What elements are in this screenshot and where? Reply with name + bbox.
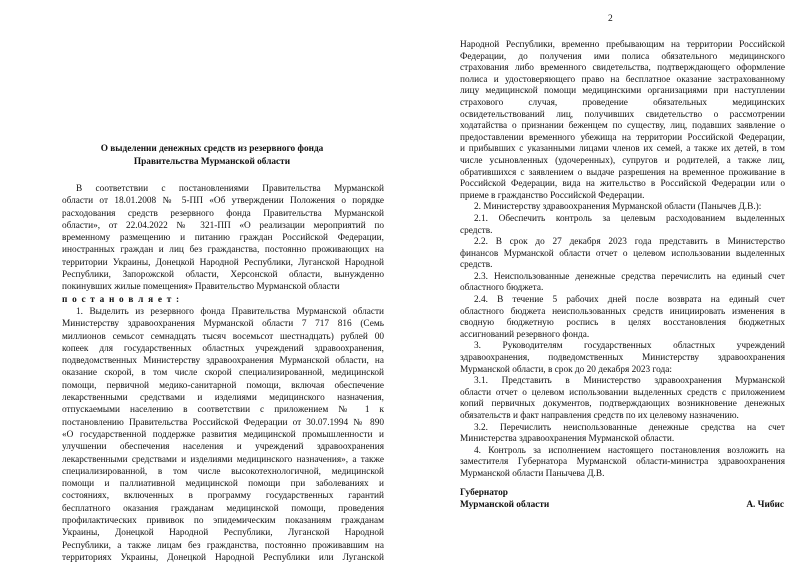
text-line: специализированной, в том числе высокотехнологичной, медицинской <box>62 466 384 477</box>
text-line: лекарственными средствами и изделиями медицинского назначения, <box>62 393 384 404</box>
text-line: ходатайства о признании беженцем по существу, лиц, подавших заявление о <box>460 121 785 132</box>
document-title <box>96 143 328 169</box>
title-line: О выделении денежных средств из резервного фонда <box>100 144 324 154</box>
signatory-name: А. Чибис <box>746 500 784 510</box>
text-line: полиса и удостоверяющего право на бесплатное оказание застрахованному <box>460 74 785 85</box>
text-line: числе усыновленных (удочеренных), супругов и родителей, а также лиц, <box>460 155 785 166</box>
text-line: Украины, Донецкой Народной Республики, Луганской Народной <box>62 528 384 539</box>
text-line: 2.3. Неиспользованные денежные средства перечислить на единый счет <box>474 271 785 282</box>
text-line: приеме в гражданство Российской Федерации. <box>460 190 645 201</box>
text-line: областного бюджета. <box>460 283 544 294</box>
text-line: 1. Выделить из резервного фонда Правительства Мурманской области <box>76 306 384 317</box>
text-line: Министерству здравоохранения Мурманской области 7 717 816 (Семь <box>62 319 384 330</box>
text-line: области отчет о целевом использовании выделенных средств с приложением <box>460 387 785 398</box>
text-line: Федерации, до получения ими полиса обязательного медицинского <box>460 51 785 62</box>
text-line: бесплатного оказания гражданам медицинской помощи, проведения <box>62 503 384 514</box>
text-line: освидетельствований лиц, получивших свидетельство о рассмотрении <box>460 109 785 120</box>
text-line: Республики, Запорожской области, Херсонской области, вынужденно <box>62 270 384 281</box>
text-line: копий первичных документов, подтверждающих возникновение денежных <box>460 399 785 410</box>
text-line: и прибывших с указанными лицами членов их семей, а также их детей, в том <box>460 144 785 155</box>
text-line: заместителя Губернатора Мурманской области-министра здравоохранения <box>460 457 785 468</box>
text-line: ассигнований резервного фонда. <box>460 329 590 340</box>
text-line: 2.4. В течение 5 рабочих дней после возврата на единый счет <box>474 295 785 306</box>
title-line: Правительства Мурманской области <box>133 157 291 167</box>
text-line: территориях Украины, Донецкой Народной Республики или Луганской <box>62 552 384 563</box>
text-line: 2.1. Обеспечить контроль за целевым расходованием выделенных <box>474 213 785 224</box>
text-line: временному размещению и питанию граждан Российской Федерации, <box>62 233 384 244</box>
text-line: постановлению Правительства Российской Федерации от 30.07.1994 № 890 <box>62 417 384 428</box>
text-line: 3.1. Представить в Министерство здравоохранения Мурманской <box>474 376 785 387</box>
text-line: 4. Контроль за исполнением настоящего постановления возложить на <box>474 445 785 456</box>
text-line: 3.2. Перечислить неиспользованные денежные средства на счет <box>474 422 785 433</box>
text-line: В соответствии с постановлениями Правительства Мурманской <box>76 184 384 194</box>
text-line: здравоохранения, подведомственных Министерству здравоохранения <box>460 353 785 364</box>
text-line: области от 18.01.2008 № 5-ПП «Об утверждении Положения о порядке <box>62 196 384 207</box>
text-line: оказание скорой, в том числе скорой специализированной, медицинской <box>62 368 384 379</box>
page-1-body-text <box>62 183 384 564</box>
page-2-body-text <box>460 40 785 481</box>
text-line: 3. Руководителям государственных областных учреждений <box>474 341 785 352</box>
text-line: сводную бюджетную роспись в целях восстановления бюджетных <box>460 318 785 329</box>
text-line: лицу медицинской помощи медицинскими организациями при наступлении <box>460 86 785 97</box>
text-line: лекарственными средствами и изделиями медицинского назначения», а также <box>62 454 384 465</box>
text-line: состояниях, включенных в программу государственных гарантий <box>62 491 384 502</box>
text-line: средств. <box>460 225 493 236</box>
text-line: финансов Мурманской области отчет о целевом использовании выделенных <box>460 248 785 259</box>
text-line: предоставлении временного убежища на территории Российской Федерации, <box>460 132 785 143</box>
text-line: покинувших жилые помещения» Правительство Мурманской области <box>62 282 340 293</box>
text-line: Российской Федерации, вида на жительство в Российской Федерации или о <box>460 179 785 190</box>
text-line: Мурманской области, в срок до 20 декабря 2023 года: <box>460 364 672 375</box>
text-line: Народной Республики, временно пребывающим на территории Российской <box>460 40 785 50</box>
text-line: Министерства здравоохранения Мурманской области. <box>460 434 675 445</box>
text-line: Республики, а также лицам без гражданства, постоянно проживавшим на <box>62 540 384 551</box>
signatory-position: Губернатор <box>460 488 508 498</box>
text-line: обязательств и факт направления средств по их целевому назначению. <box>460 411 739 421</box>
text-line: помощи и паллиативной медицинской помощи при заболеваниях и <box>62 479 384 490</box>
text-line: иностранных граждан и лиц без гражданства, постоянно проживающих на <box>62 245 384 256</box>
text-line: Мурманской области Панычева Д.В. <box>460 468 605 479</box>
text-line: территории Украины, Донецкой Народной Республики, Луганской Народной <box>62 257 384 268</box>
text-line: областного бюджета неиспользованных средств инициировать изменения в <box>460 306 785 317</box>
text-line: «О государственной поддержке развития медицинской промышленности и <box>62 429 384 440</box>
signature-block <box>460 487 784 511</box>
text-line: страхового случая, проведение обязательных медицинских <box>460 97 785 108</box>
text-line: копеек для государственных областных учреждений здравоохранения, <box>62 343 384 354</box>
text-line: обратившихся с заявлением о выдаче разрешения на временное проживание в <box>460 167 785 178</box>
text-line: п о с т а н о в л я е т : <box>62 294 181 305</box>
text-line: расходования средств резервного фонда Правительства Мурманской <box>62 208 384 219</box>
text-line: области», от 22.04.2022 № 321-ПП «О реализации мероприятий по <box>62 220 384 231</box>
signatory-region: Мурманской области <box>460 500 550 510</box>
text-line: средств. <box>460 260 493 271</box>
text-line: профилактических прививок по эпидемическим показаниям гражданам <box>62 516 384 527</box>
text-line: подведомственных Министерству здравоохранения Мурманской области, на <box>62 356 384 367</box>
text-line: отпускаемыми населению в соответствии с приложением № 1 к <box>62 405 384 416</box>
text-line: миллионов семьсот семнадцать тысяч восемьсот шестнадцать) рублей 00 <box>62 331 384 342</box>
page-number: 2 <box>608 14 613 24</box>
text-line: улучшении обеспечения населения и учреждений здравоохранения <box>62 442 384 453</box>
text-line: 2. Министерству здравоохранения Мурманской области (Панычев Д.В.): <box>474 202 762 213</box>
text-line: 2.2. В срок до 27 декабря 2023 года представить в Министерство <box>474 237 785 248</box>
text-line: помощи, первичной медико-санитарной помощи, включая обеспечение <box>62 380 384 391</box>
text-line: страхования либо временного свидетельства, подтверждающего оформление <box>460 63 785 74</box>
